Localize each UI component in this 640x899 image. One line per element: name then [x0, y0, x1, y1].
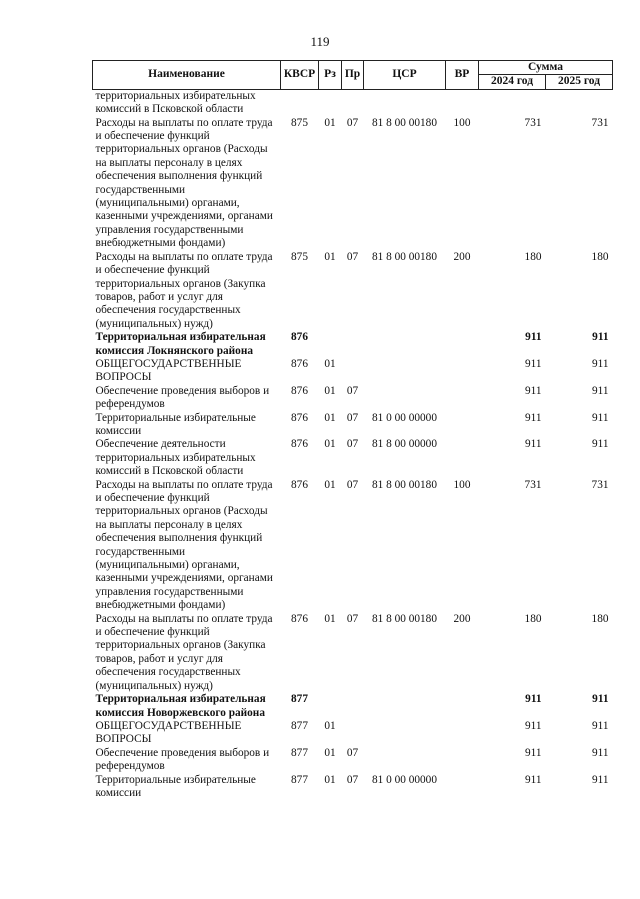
cell-name: Расходы на выплаты по оплате труда и обеспечение функций территориальных органов (Закупка товаров, работ и услуг для обеспечения государственных (муниципальных) нужд)	[95, 612, 273, 692]
cell-csr	[364, 331, 446, 358]
cell-vr	[446, 720, 479, 747]
table-row-group	[93, 693, 613, 720]
cell-csr	[364, 747, 446, 774]
cell-rz: 01	[324, 357, 336, 370]
cell-csr: 81 8 00 00000	[372, 438, 437, 451]
cell-pr: 07	[346, 250, 359, 263]
cell-sum-2025: 911	[591, 746, 609, 759]
cell-rz	[319, 331, 342, 358]
cell-csr	[364, 720, 446, 747]
cell-sum-2025: 911	[591, 773, 609, 786]
cell-sum-2024: 911	[525, 693, 542, 706]
cell-rz	[319, 693, 342, 720]
cell-rz: 01	[324, 250, 336, 263]
cell-sum-2025: 911	[591, 384, 609, 397]
cell-rz: 01	[324, 478, 336, 491]
table-row	[93, 438, 613, 478]
cell-csr	[364, 358, 446, 385]
cell-csr: 81 8 00 00180	[372, 478, 437, 491]
cell-name: Расходы на выплаты по оплате труда и обеспечение функций территориальных органов (Закупка товаров, работ и услуг для обеспечения государственных (муниципальных) нужд)	[95, 250, 273, 330]
cell-name: Расходы на выплаты по оплате труда и обеспечение функций территориальных органов (Расходы на выплаты персоналу в целях обеспечения выполнения функций государственными (муниципальными) органами, казенными учреждениями, органами управления государственными внебюджетными фондами)	[95, 478, 273, 612]
cell-sum-2024: 731	[524, 116, 542, 129]
cell-kvsr	[281, 89, 319, 116]
page-number: 119	[310, 34, 330, 49]
cell-name: Обеспечение деятельности территориальных избирательных комиссий в Псковской области	[95, 438, 256, 478]
cell-kvsr: 876	[291, 384, 308, 397]
cell-sum-2025: 911	[591, 719, 609, 732]
cell-csr: 81 0 00 00000	[372, 411, 437, 424]
table-row	[93, 358, 613, 385]
cell-kvsr: 877	[291, 719, 308, 732]
cell-name: территориальных избирательных комиссий в Псковской области	[95, 89, 256, 116]
cell-vr: 100	[453, 478, 471, 491]
table-row	[93, 385, 613, 412]
cell-sum-2024	[479, 89, 546, 116]
table-row	[93, 89, 613, 116]
cell-pr: 07	[346, 612, 359, 625]
table-row	[93, 412, 613, 439]
cell-sum-2025: 911	[591, 357, 609, 370]
cell-vr	[446, 89, 479, 116]
cell-rz: 01	[324, 116, 336, 129]
cell-vr	[446, 331, 479, 358]
cell-kvsr: 877	[291, 773, 308, 786]
cell-pr	[342, 720, 364, 747]
cell-kvsr: 875	[291, 116, 308, 129]
cell-rz: 01	[324, 612, 336, 625]
cell-vr	[446, 412, 479, 439]
cell-sum-2024: 911	[524, 719, 542, 732]
cell-name: ОБЩЕГОСУДАРСТВЕННЫЕ ВОПРОСЫ	[95, 719, 242, 746]
cell-name: Территориальная избирательная комиссия Локнянского района	[95, 331, 266, 357]
cell-csr: 81 8 00 00180	[372, 116, 437, 129]
cell-rz: 01	[324, 746, 336, 759]
cell-rz: 01	[324, 773, 336, 786]
cell-csr	[364, 89, 446, 116]
cell-name: Территориальные избирательные комиссии	[95, 773, 256, 799]
cell-pr	[342, 89, 364, 116]
cell-sum-2025: 180	[591, 250, 609, 263]
table-row	[93, 117, 613, 251]
budget-table	[92, 60, 613, 800]
table-row-group	[93, 331, 613, 358]
cell-sum-2025: 731	[591, 116, 609, 129]
cell-csr	[364, 385, 446, 412]
cell-sum-2025: 731	[591, 478, 609, 491]
cell-csr: 81 8 00 00180	[372, 250, 437, 263]
cell-pr: 07	[346, 746, 359, 759]
cell-vr	[446, 693, 479, 720]
cell-name: Обеспечение проведения выборов и референдумов	[95, 384, 270, 411]
cell-pr: 07	[346, 773, 359, 786]
cell-pr: 07	[346, 411, 359, 424]
header-kvsr: КВСР	[281, 61, 319, 90]
header-name: Наименование	[93, 61, 281, 90]
cell-rz: 01	[324, 384, 336, 397]
cell-kvsr: 877	[291, 693, 308, 706]
cell-vr	[446, 385, 479, 412]
cell-vr	[446, 774, 479, 801]
cell-kvsr: 876	[291, 438, 308, 451]
cell-sum-2025	[546, 89, 613, 116]
cell-kvsr: 876	[291, 612, 308, 625]
cell-kvsr: 877	[291, 746, 308, 759]
header-vr: ВР	[446, 61, 479, 90]
table-body	[93, 89, 613, 800]
cell-sum-2025: 911	[592, 693, 609, 706]
cell-name: ОБЩЕГОСУДАРСТВЕННЫЕ ВОПРОСЫ	[95, 357, 242, 384]
cell-pr: 07	[346, 478, 359, 491]
cell-sum-2024: 911	[524, 411, 542, 424]
table-row	[93, 747, 613, 774]
cell-vr: 100	[453, 116, 471, 129]
cell-rz	[319, 89, 342, 116]
header-year-2025: 2025 год	[546, 75, 613, 89]
cell-vr: 200	[453, 250, 471, 263]
cell-name: Территориальные избирательные комиссии	[95, 411, 256, 437]
cell-pr	[342, 331, 364, 358]
cell-sum-2024: 911	[524, 746, 542, 759]
table-header	[93, 61, 613, 90]
cell-sum-2024: 911	[525, 331, 542, 344]
cell-csr: 81 0 00 00000	[372, 773, 437, 786]
cell-sum-2025: 911	[591, 438, 609, 451]
cell-sum-2024: 731	[524, 478, 542, 491]
cell-pr	[342, 358, 364, 385]
cell-sum-2024: 180	[524, 612, 542, 625]
cell-rz: 01	[324, 438, 336, 451]
cell-sum-2025: 911	[592, 331, 609, 344]
cell-kvsr: 876	[291, 411, 308, 424]
table-row	[93, 774, 613, 801]
cell-sum-2024: 911	[524, 357, 542, 370]
cell-kvsr: 876	[291, 478, 308, 491]
cell-sum-2025: 911	[591, 411, 609, 424]
cell-pr	[342, 693, 364, 720]
cell-rz: 01	[324, 411, 336, 424]
cell-name: Территориальная избирательная комиссия Новоржевского района	[95, 693, 266, 719]
cell-vr	[446, 358, 479, 385]
cell-vr	[446, 438, 479, 478]
cell-sum-2024: 911	[524, 438, 542, 451]
cell-rz: 01	[324, 719, 336, 732]
cell-pr: 07	[346, 384, 359, 397]
cell-name: Обеспечение проведения выборов и референдумов	[95, 746, 270, 773]
cell-vr: 200	[453, 612, 471, 625]
cell-csr: 81 8 00 00180	[372, 612, 437, 625]
table-row	[93, 720, 613, 747]
cell-sum-2025: 180	[591, 612, 609, 625]
cell-kvsr: 875	[291, 250, 308, 263]
cell-sum-2024: 180	[524, 250, 542, 263]
header-rz: Рз	[319, 61, 342, 90]
cell-kvsr: 876	[291, 331, 308, 344]
cell-kvsr: 876	[291, 357, 308, 370]
header-year-2024: 2024 год	[479, 75, 546, 89]
cell-pr: 07	[346, 438, 359, 451]
cell-csr	[364, 693, 446, 720]
table-row	[93, 479, 613, 613]
cell-sum-2024: 911	[524, 384, 542, 397]
header-csr: ЦСР	[364, 61, 446, 90]
cell-name: Расходы на выплаты по оплате труда и обеспечение функций территориальных органов (Расходы на выплаты персоналу в целях обеспечения выполнения функций государственными (муниципальными) органами, казенными учреждениями, органами управления государственными внебюджетными фондами)	[95, 116, 273, 250]
cell-sum-2024: 911	[524, 773, 542, 786]
table-row	[93, 613, 613, 693]
cell-pr: 07	[346, 116, 359, 129]
header-pr: Пр	[342, 61, 364, 90]
cell-vr	[446, 747, 479, 774]
table-row	[93, 251, 613, 331]
header-sum: Сумма	[479, 61, 613, 75]
